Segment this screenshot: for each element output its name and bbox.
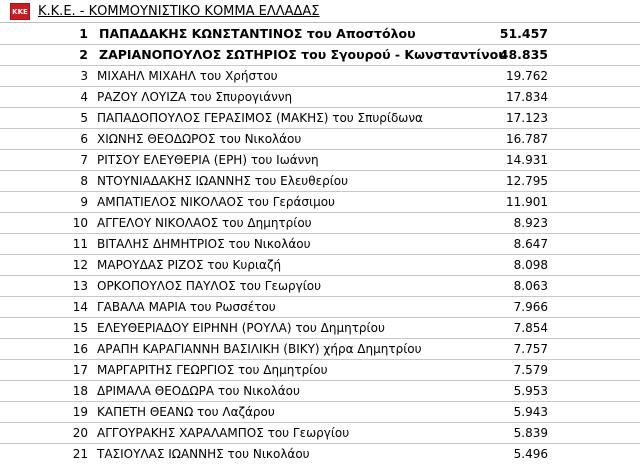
candidate-rank: 10 (72, 216, 88, 230)
candidate-name: ΔΡΙΜΑΛΑ ΘΕΟΔΩΡΑ του Νικολάου (97, 384, 300, 398)
candidate-rank: 20 (72, 426, 88, 440)
candidate-votes: 5.496 (513, 447, 548, 461)
candidate-rank: 19 (72, 405, 88, 419)
candidate-votes: 8.063 (513, 279, 548, 293)
candidate-row (0, 108, 640, 129)
candidate-row (0, 24, 640, 45)
candidate-votes: 17.123 (506, 111, 548, 125)
candidate-results-list (0, 24, 640, 465)
candidate-rank: 17 (72, 363, 88, 377)
candidate-votes: 19.762 (506, 69, 548, 83)
candidate-votes: 11.901 (506, 195, 548, 209)
candidate-row (0, 381, 640, 402)
candidate-name: ΑΜΠΑΤΙΕΛΟΣ ΝΙΚΟΛΑΟΣ του Γεράσιμου (97, 195, 335, 209)
candidate-rank: 14 (72, 300, 88, 314)
candidate-votes: 12.795 (506, 174, 548, 188)
candidate-votes: 5.953 (513, 384, 548, 398)
candidate-row (0, 213, 640, 234)
candidate-votes: 7.579 (513, 363, 548, 377)
candidate-name: ΑΓΓΟΥΡΑΚΗΣ ΧΑΡΑΛΑΜΠΟΣ του Γεωργίου (97, 426, 350, 440)
candidate-row (0, 276, 640, 297)
candidate-votes: 7.854 (513, 321, 548, 335)
candidate-name: ΑΡΑΠΗ ΚΑΡΑΓΙΑΝΝΗ ΒΑΣΙΛΙΚΗ (ΒΙΚΥ) χήρα Δημητρίου (97, 342, 422, 356)
candidate-row (0, 318, 640, 339)
candidate-rank: 6 (80, 132, 88, 146)
candidate-rank: 4 (80, 90, 88, 104)
candidate-votes: 5.839 (513, 426, 548, 440)
candidate-row (0, 192, 640, 213)
candidate-row (0, 444, 640, 465)
candidate-votes: 7.966 (513, 300, 548, 314)
party-logo-text: KKE (12, 8, 28, 16)
candidate-row (0, 129, 640, 150)
candidate-rank: 5 (80, 111, 88, 125)
candidate-name: ΠΑΠΑΔΑΚΗΣ ΚΩΝΣΤΑΝΤΙΝΟΣ του Αποστόλου (99, 26, 416, 41)
candidate-rank: 18 (72, 384, 88, 398)
candidate-name: ΠΑΠΑΔΟΠΟΥΛΟΣ ΓΕΡΑΣΙΜΟΣ (ΜΑΚΗΣ) του Σπυρίδωνα (97, 111, 423, 125)
candidate-rank: 13 (72, 279, 88, 293)
candidate-name: ΟΡΚΟΠΟΥΛΟΣ ΠΑΥΛΟΣ του Γεωργίου (97, 279, 322, 293)
candidate-rank: 16 (72, 342, 88, 356)
candidate-votes: 17.834 (506, 90, 548, 104)
candidate-votes: 7.757 (513, 342, 548, 356)
candidate-rank: 12 (72, 258, 88, 272)
candidate-row (0, 255, 640, 276)
candidate-row (0, 171, 640, 192)
candidate-name: ΜΑΡΟΥΔΑΣ ΡΙΖΟΣ του Κυριαζή (97, 258, 282, 272)
party-logo (10, 3, 30, 20)
candidate-row (0, 339, 640, 360)
candidate-votes: 8.923 (513, 216, 548, 230)
candidate-rank: 21 (72, 447, 88, 461)
party-header (0, 0, 640, 22)
candidate-name: ΝΤΟΥΝΙΑΔΑΚΗΣ ΙΩΑΝΝΗΣ του Ελευθερίου (97, 174, 349, 188)
candidate-name: ΕΛΕΥΘΕΡΙΑΔΟΥ ΕΙΡΗΝΗ (ΡΟΥΛΑ) του Δημητρίου (97, 321, 385, 335)
candidate-votes: 8.647 (513, 237, 548, 251)
candidate-rank: 7 (80, 153, 88, 167)
candidate-name: ΡΑΖΟΥ ΛΟΥΙΖΑ του Σπυρογιάννη (97, 90, 293, 104)
candidate-name: ΒΙΤΑΛΗΣ ΔΗΜΗΤΡΙΟΣ του Νικολάου (97, 237, 311, 251)
candidate-name: ΖΑΡΙΑΝΟΠΟΥΛΟΣ ΣΩΤΗΡΙΟΣ του Σγουρού - Κωνσταντίνου (99, 47, 507, 62)
candidate-rank: 9 (80, 195, 88, 209)
candidate-votes: 16.787 (506, 132, 548, 146)
candidate-row (0, 423, 640, 444)
candidate-name: ΓΑΒΑΛΑ ΜΑΡΙΑ του Ρωσσέτου (97, 300, 276, 314)
candidate-votes: 14.931 (506, 153, 548, 167)
candidate-name: ΑΓΓΕΛΟΥ ΝΙΚΟΛΑΟΣ του Δημητρίου (97, 216, 312, 230)
candidate-row (0, 150, 640, 171)
candidate-name: ΚΑΠΕΤΗ ΘΕΑΝΩ του Λαζάρου (97, 405, 275, 419)
candidate-row (0, 402, 640, 423)
candidate-row (0, 45, 640, 66)
candidate-name: ΧΙΩΝΗΣ ΘΕΟΔΩΡΟΣ του Νικολάου (97, 132, 302, 146)
candidate-name: ΡΙΤΣΟΥ ΕΛΕΥΘΕΡΙΑ (ΕΡΗ) του Ιωάννη (97, 153, 319, 167)
candidate-rank: 11 (72, 237, 88, 251)
candidate-name: ΜΑΡΓΑΡΙΤΗΣ ΓΕΩΡΓΙΟΣ του Δημητρίου (97, 363, 328, 377)
candidate-rank: 2 (79, 47, 88, 62)
party-name-link[interactable]: Κ.Κ.Ε. - ΚΟΜΜΟΥΝΙΣΤΙΚΟ ΚΟΜΜΑ ΕΛΛΑΔΑΣ (38, 4, 320, 19)
candidate-row (0, 87, 640, 108)
candidate-votes: 51.457 (499, 26, 548, 41)
candidate-name: ΤΑΣΙΟΥΛΑΣ ΙΩΑΝΝΗΣ του Νικολάου (97, 447, 310, 461)
candidate-row (0, 234, 640, 255)
candidate-rank: 1 (79, 26, 88, 41)
candidate-row (0, 297, 640, 318)
candidate-rank: 3 (80, 69, 88, 83)
candidate-rank: 15 (72, 321, 88, 335)
header-divider (0, 22, 640, 23)
candidate-row (0, 360, 640, 381)
candidate-votes: 48.835 (499, 47, 548, 62)
candidate-votes: 8.098 (513, 258, 548, 272)
candidate-row (0, 66, 640, 87)
candidate-votes: 5.943 (513, 405, 548, 419)
candidate-rank: 8 (80, 174, 88, 188)
candidate-name: ΜΙΧΑΗΛ ΜΙΧΑΗΛ του Χρήστου (97, 69, 278, 83)
